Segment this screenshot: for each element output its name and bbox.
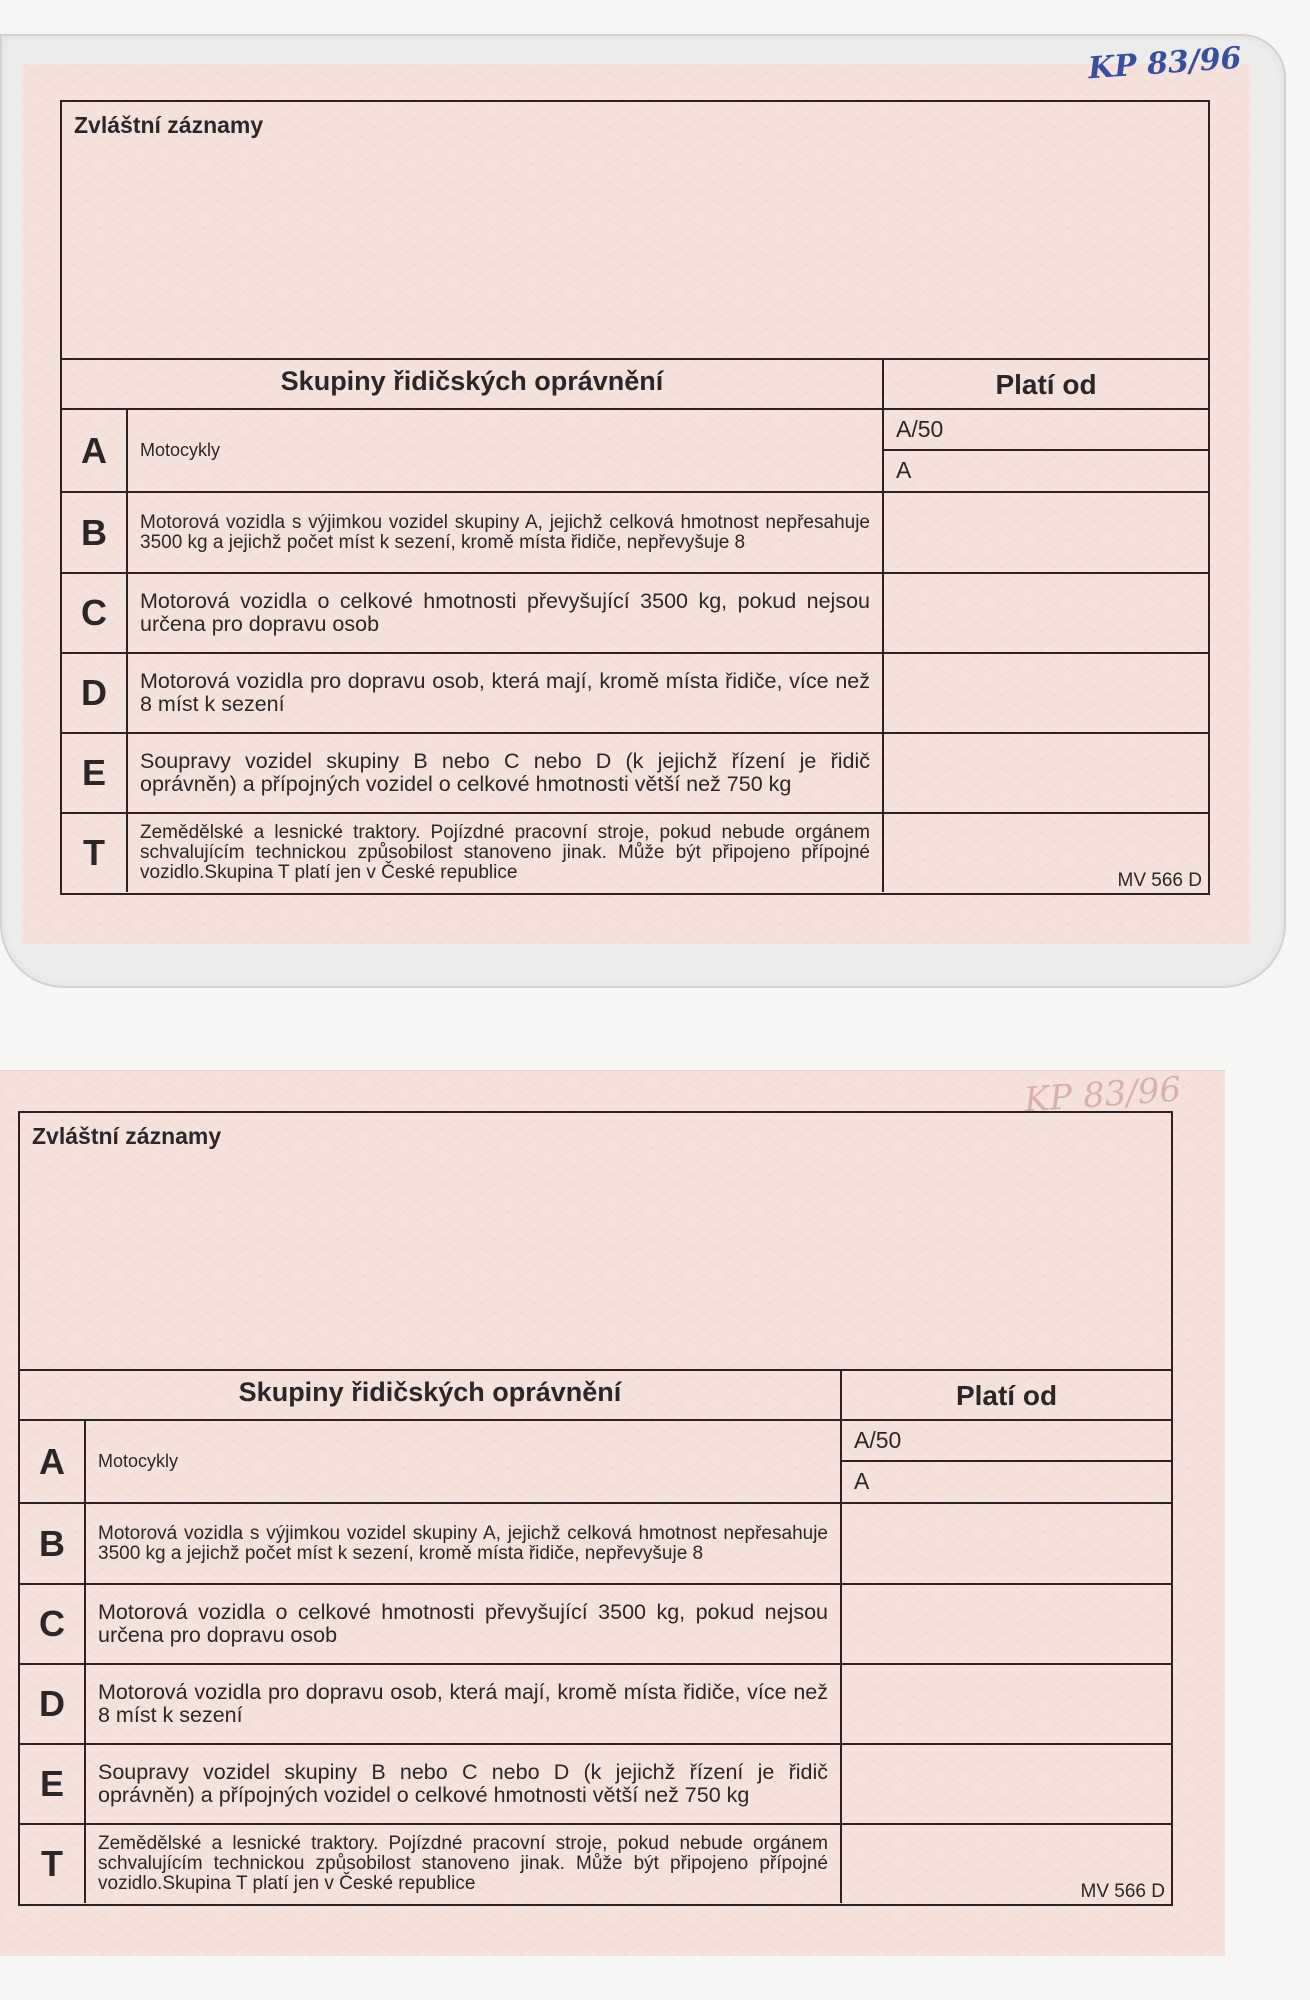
category-letter: D	[62, 654, 128, 732]
licence-table	[60, 100, 1210, 895]
licence-card-front	[22, 40, 1250, 944]
table-row	[62, 574, 1208, 654]
valid-from-sub: A/50	[884, 410, 1208, 451]
special-notes-box	[62, 102, 1208, 360]
valid-from-header: Platí od	[955, 1380, 1058, 1411]
category-description: Motorová vozidla s výjimkou vozidel skupiny A, jejichž celková hmotnost nepřesahuje 3500 kg a jejichž počet míst k sezení, kromě místa řidiče, nepřevyšuje 8	[128, 493, 884, 572]
table-row	[20, 1504, 1171, 1585]
table-row	[62, 814, 1208, 892]
category-letter: T	[20, 1825, 86, 1903]
table-row	[62, 734, 1208, 814]
valid-from-cell	[842, 1421, 1171, 1502]
valid-from-cell	[842, 1665, 1171, 1743]
licence-table	[18, 1111, 1173, 1906]
valid-from-cell	[842, 1585, 1171, 1663]
category-letter: B	[20, 1504, 86, 1583]
category-description: Motorová vozidla o celkové hmotnosti převyšující 3500 kg, pokud nejsou určena pro dopravu osob	[128, 574, 884, 652]
table-header	[20, 1371, 1171, 1421]
category-description: Zemědělské a lesnické traktory. Pojízdné pracovní stroje, pokud nebude orgánem schvalujícím technickou způsobilost stanoveno jinak. Může být připojeno přípojné vozidlo.Skupina T platí jen v České republice	[86, 1825, 842, 1903]
table-row	[20, 1665, 1171, 1745]
table-row	[62, 493, 1208, 574]
table-row	[62, 410, 1208, 493]
special-notes-title: Zvláštní záznamy	[74, 112, 264, 138]
valid-from-cell	[884, 574, 1208, 652]
category-letter: B	[62, 493, 128, 572]
table-row	[20, 1421, 1171, 1504]
licence-card-scan	[0, 1070, 1225, 1956]
category-letter: C	[62, 574, 128, 652]
category-letter: E	[20, 1745, 86, 1823]
handwritten-note: KP 83/96	[1087, 40, 1244, 87]
valid-from-cell	[842, 1745, 1171, 1823]
category-letter: D	[20, 1665, 86, 1743]
special-notes-title: Zvláštní záznamy	[32, 1123, 222, 1149]
table-header	[62, 360, 1208, 410]
table-row	[20, 1745, 1171, 1825]
category-description: Motorová vozidla o celkové hmotnosti převyšující 3500 kg, pokud nejsou určena pro dopravu osob	[86, 1585, 842, 1663]
category-description: Motorová vozidla s výjimkou vozidel skupiny A, jejichž celková hmotnost nepřesahuje 3500 kg a jejichž počet míst k sezení, kromě místa řidiče, nepřevyšuje 8	[86, 1504, 842, 1583]
category-description: Motocykly	[86, 1421, 842, 1502]
valid-from-cell	[884, 493, 1208, 572]
form-number: MV 566 D	[1080, 1881, 1165, 1902]
category-letter: A	[20, 1421, 86, 1502]
table-row	[20, 1825, 1171, 1903]
category-description: Motocykly	[128, 410, 884, 491]
groups-header: Skupiny řidičských oprávnění	[20, 1371, 842, 1419]
category-letter: E	[62, 734, 128, 812]
handwritten-note: KP 83/96	[1022, 1069, 1183, 1121]
valid-from-cell	[884, 654, 1208, 732]
special-notes-box	[20, 1113, 1171, 1371]
valid-from-header: Platí od	[995, 369, 1097, 400]
valid-from-sub: A	[854, 1468, 870, 1495]
valid-from-cell	[884, 734, 1208, 812]
category-description: Soupravy vozidel skupiny B nebo C nebo D (k jejichž řízení je řidič oprávněn) a přípojných vozidel o celkové hmotnosti větší než 750 kg	[128, 734, 884, 812]
category-letter: T	[62, 814, 128, 892]
category-description: Soupravy vozidel skupiny B nebo C nebo D (k jejichž řízení je řidič oprávněn) a přípojných vozidel o celkové hmotnosti větší než 750 kg	[86, 1745, 842, 1823]
valid-from-cell	[884, 814, 1208, 892]
category-description: Motorová vozidla pro dopravu osob, která mají, kromě místa řidiče, více než 8 míst k sezení	[86, 1665, 842, 1743]
form-number: MV 566 D	[1117, 870, 1202, 891]
category-letter: C	[20, 1585, 86, 1663]
valid-from-sub: A/50	[842, 1421, 1171, 1462]
category-letter: A	[62, 410, 128, 491]
table-row	[62, 654, 1208, 734]
valid-from-sub: A	[896, 457, 912, 484]
valid-from-cell	[842, 1825, 1171, 1903]
category-description: Zemědělské a lesnické traktory. Pojízdné pracovní stroje, pokud nebude orgánem schvalujícím technickou způsobilost stanoveno jinak. Může být připojeno přípojné vozidlo.Skupina T platí jen v České republice	[128, 814, 884, 892]
valid-from-cell	[842, 1504, 1171, 1583]
category-description: Motorová vozidla pro dopravu osob, která mají, kromě místa řidiče, více než 8 míst k sezení	[128, 654, 884, 732]
table-row	[20, 1585, 1171, 1665]
valid-from-cell	[884, 410, 1208, 491]
groups-header: Skupiny řidičských oprávnění	[62, 360, 884, 408]
